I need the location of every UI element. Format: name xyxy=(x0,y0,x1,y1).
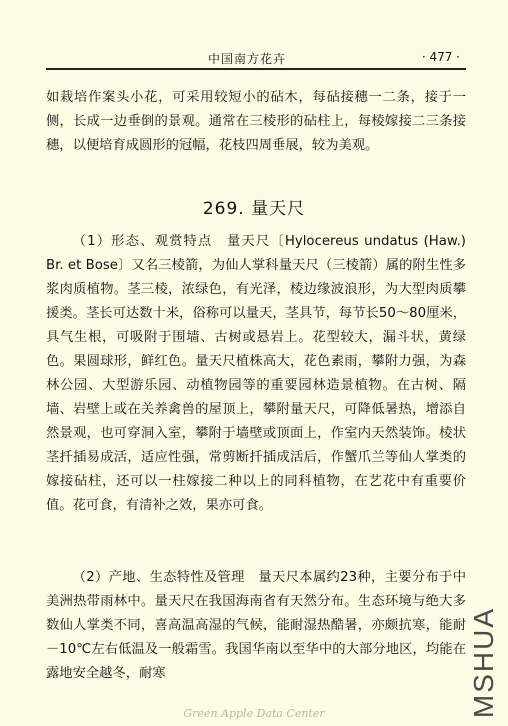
running-title: 中国南方花卉 xyxy=(208,52,287,66)
footer-watermark: Green Apple Data Center xyxy=(183,707,325,720)
page-header xyxy=(46,44,466,70)
page-number: · 477 · xyxy=(421,50,460,64)
section-title: 269. 量天尺 xyxy=(202,199,306,219)
intro-paragraph: 如栽培作案头小花，可采用较短小的砧木，每砧接穗一二条，接于一侧，长成一边垂倒的景观。通常在三棱形的砧柱上，每棱嫁接二三条接穗，以便培育成圆形的冠幅，花枝四周垂展，较为美观。 xyxy=(46,90,466,153)
section-paragraph-1: （1）形态、观赏特点 量天尺〔Hylocereus undatus (Haw.) Br. et Bose〕又名三棱箭，为仙人掌科量天尺（三棱箭）属的附生性多浆肉质植物。茎三棱，浓绿色，有光泽，棱边缘波浪形，为大型肉质攀援类。茎长可达数十米，俗称可以量天，茎具节，每节长50～80厘米，具气生根，可吸附于围墙、古树或悬岩上。花型较大，漏斗状，黄绿色。果圆球形，鲜红色。量天尺植株高大，花色素雨，攀附力强，为森林公园、大型游乐园、动植物园等的重要园林造景植物。在古树、隔墙、岩壁上或在关养禽兽的屋顶上，攀附量天尺，可降低暑热，增添自然景观，也可穿洞入室，攀附于墙壁或顶面上，作室内天然装饰。棱状茎扦插易成活，适应性强，常剪断扦插成活后，作蟹爪兰等仙人掌类的嫁接砧柱，还可以一柱嫁接二种以上的同科植物，在艺花中有重要价值。花可食，有清补之效，果亦可食。 xyxy=(46,234,466,513)
section-paragraph-2: （2）产地、生态特性及管理 量天尺本属约23种，主要分布于中美洲热带雨林中。量天尺在我国海南省有天然分布。生态环境与绝大多数仙人掌类不同，喜高温高湿的气候，能耐湿热酷暑，亦颇抗寒，能耐－10℃左右低温及一般霜雪。我国华南以至华中的大部分地区，均能在露地安全越冬，耐寒 xyxy=(46,570,466,681)
side-watermark: MSHUA xyxy=(468,606,499,718)
